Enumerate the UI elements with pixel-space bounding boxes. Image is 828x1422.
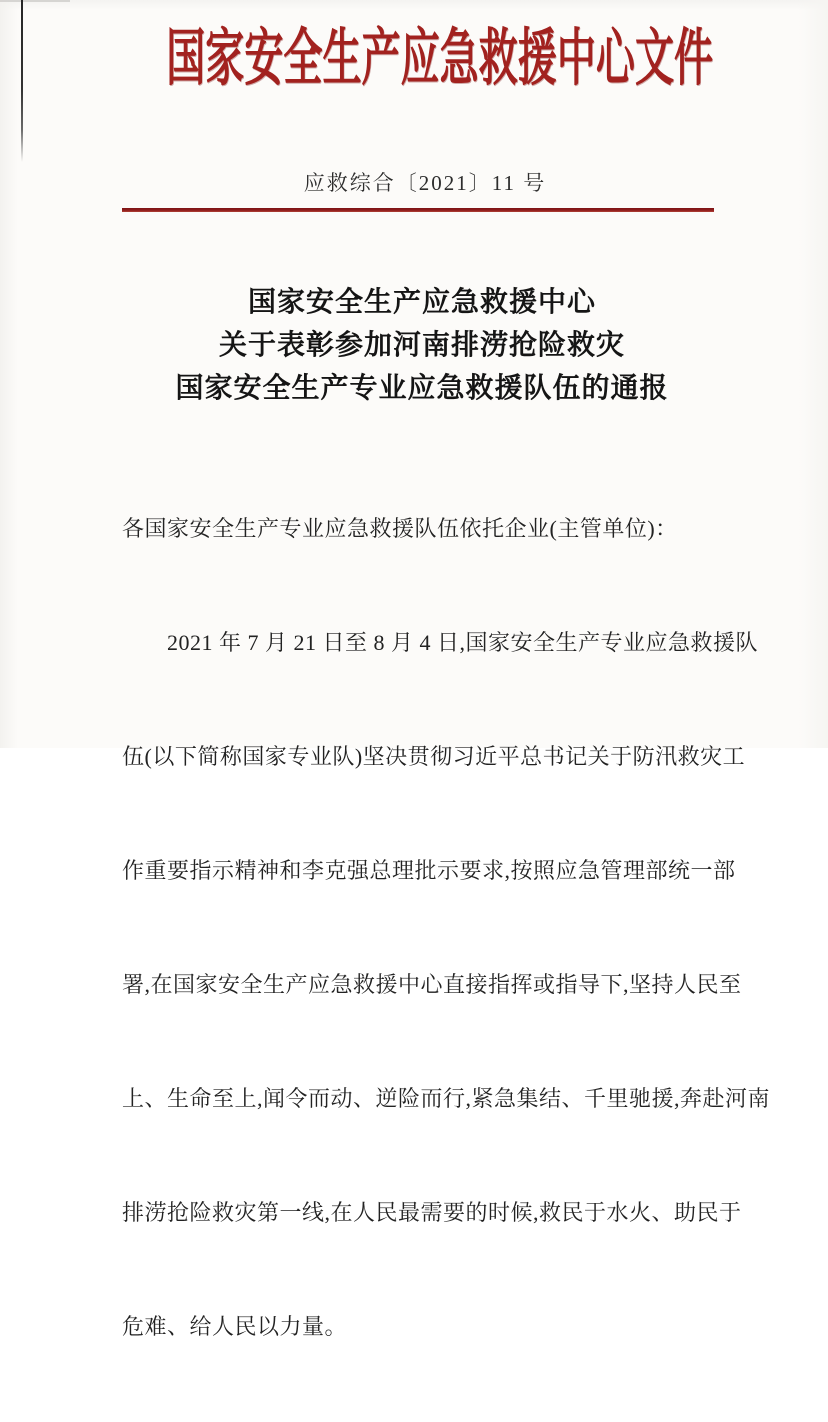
title-line-3: 国家安全生产专业应急救援队伍的通报 [175,373,669,404]
document-body [122,434,771,1422]
letterhead-title: 国家安全生产应急救援中心文件 [166,25,714,93]
body-line: 2021 年 7 月 21 日至 8 月 4 日,国家安全生产专业应急救援队 [167,630,759,655]
document-number: 应救综合〔2021〕11 号 [303,171,547,195]
body-line: 排涝抢险救灾第一线,在人民最需要的时候,救民于水火、助民于 [122,1200,742,1225]
scan-artifact-vertical-line [21,0,23,162]
body-line: 署,在国家安全生产应急救援中心直接指挥或指导下,坚持人民至 [122,972,742,997]
body-line-salutation: 各国家安全生产专业应急救援队伍依托企业(主管单位)： [122,516,678,541]
body-line: 作重要指示精神和李克强总理批示要求,按照应急管理部统一部 [122,858,736,883]
body-line: 上、生命至上,闻令而动、逆险而行,紧急集结、千里驰援,奔赴河南 [122,1086,771,1111]
body-line: 危难、给人民以力量。 [122,1314,348,1339]
title-line-1: 国家安全生产应急救援中心 [247,287,596,318]
document-title [16,281,828,410]
body-line: 伍(以下简称国家专业队)坚决贯彻习近平总书记关于防汛救灾工 [122,744,746,769]
red-divider-line [122,208,714,212]
scan-artifact-top-mark [0,0,70,2]
title-line-2: 关于表彰参加河南排涝抢险救灾 [218,330,625,361]
